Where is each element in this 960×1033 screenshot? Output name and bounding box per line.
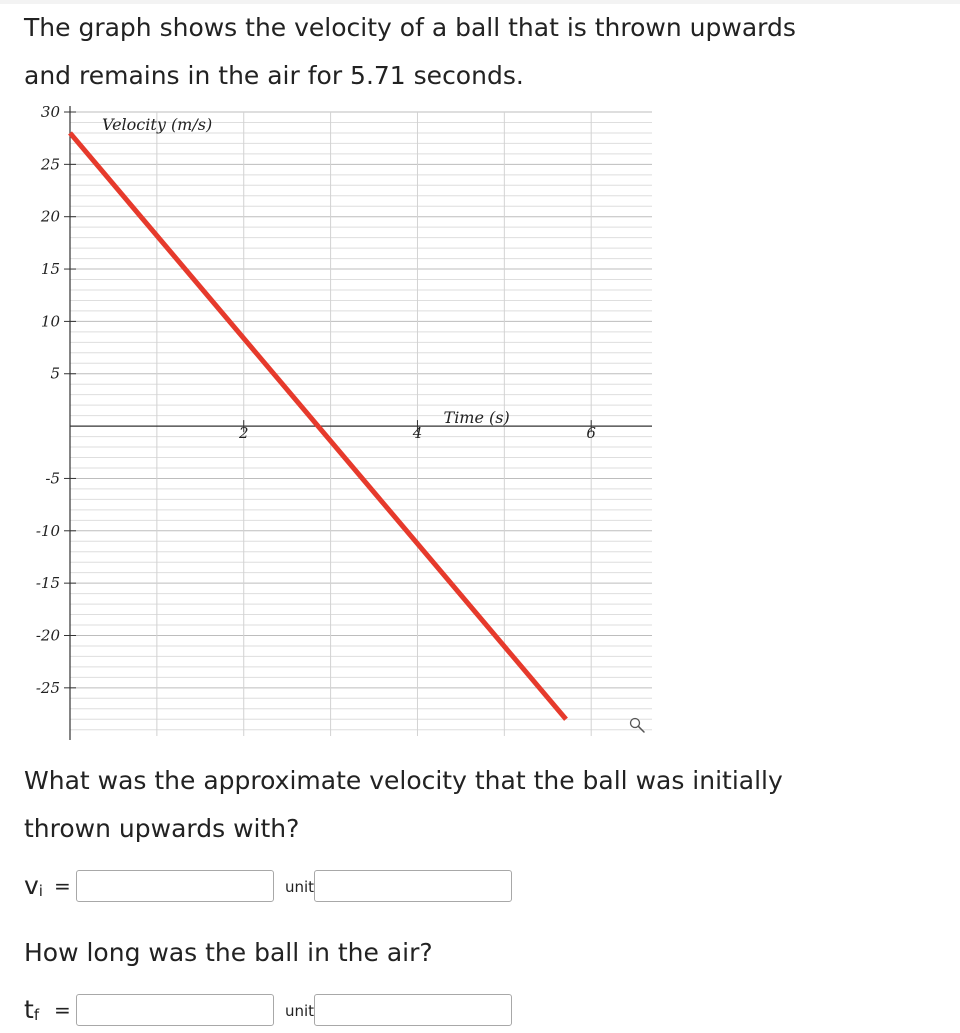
graph-grid	[70, 112, 652, 736]
flight-time-symbol	[24, 990, 39, 1033]
x-axis-title: Time (s)	[443, 408, 510, 428]
var-main: t	[24, 995, 34, 1024]
y-tick-label: -5	[45, 469, 60, 488]
x-tick-label: 4	[412, 424, 423, 443]
flight-time-unit-input[interactable]	[314, 994, 512, 1026]
y-tick-label: 5	[50, 364, 60, 383]
equals-sign: =	[54, 874, 71, 898]
var-main: v	[24, 871, 39, 900]
y-tick-label: 15	[40, 260, 60, 279]
y-tick-label: 30	[40, 104, 60, 121]
question-2	[24, 929, 924, 977]
x-tick-label: 6	[586, 424, 596, 443]
y-tick-label: 25	[40, 155, 60, 174]
y-tick-label: 20	[40, 207, 60, 226]
y-axis-title: Velocity (m/s)	[102, 115, 213, 134]
question-1-line-2: thrown upwards with?	[24, 814, 300, 843]
initial-velocity-unit-input[interactable]	[314, 870, 512, 902]
var-sub: f	[33, 1006, 40, 1024]
unit-label: unit	[285, 878, 315, 896]
y-tick-label: 10	[40, 312, 60, 331]
question-2-text: How long was the ball in the air?	[24, 938, 433, 967]
y-tick-label: -10	[35, 521, 60, 540]
y-tick-label: -25	[35, 678, 60, 697]
y-tick-label: -15	[35, 574, 60, 593]
velocity-time-graph	[0, 104, 680, 744]
question-1-line-1: What was the approximate velocity that the ball was initially	[24, 766, 783, 795]
var-sub: i	[38, 882, 43, 900]
initial-velocity-input[interactable]	[76, 870, 274, 902]
question-1	[24, 757, 924, 853]
problem-intro	[24, 4, 924, 100]
flight-time-input[interactable]	[76, 994, 274, 1026]
intro-line-2: and remains in the air for 5.71 seconds.	[24, 61, 524, 90]
y-tick-label: -20	[35, 626, 60, 645]
unit-label: unit	[285, 1002, 315, 1020]
initial-velocity-symbol	[24, 866, 43, 909]
x-tick-label: 2	[238, 424, 249, 443]
intro-line-1: The graph shows the velocity of a ball that is thrown upwards	[24, 13, 796, 42]
equals-sign: =	[54, 998, 71, 1022]
